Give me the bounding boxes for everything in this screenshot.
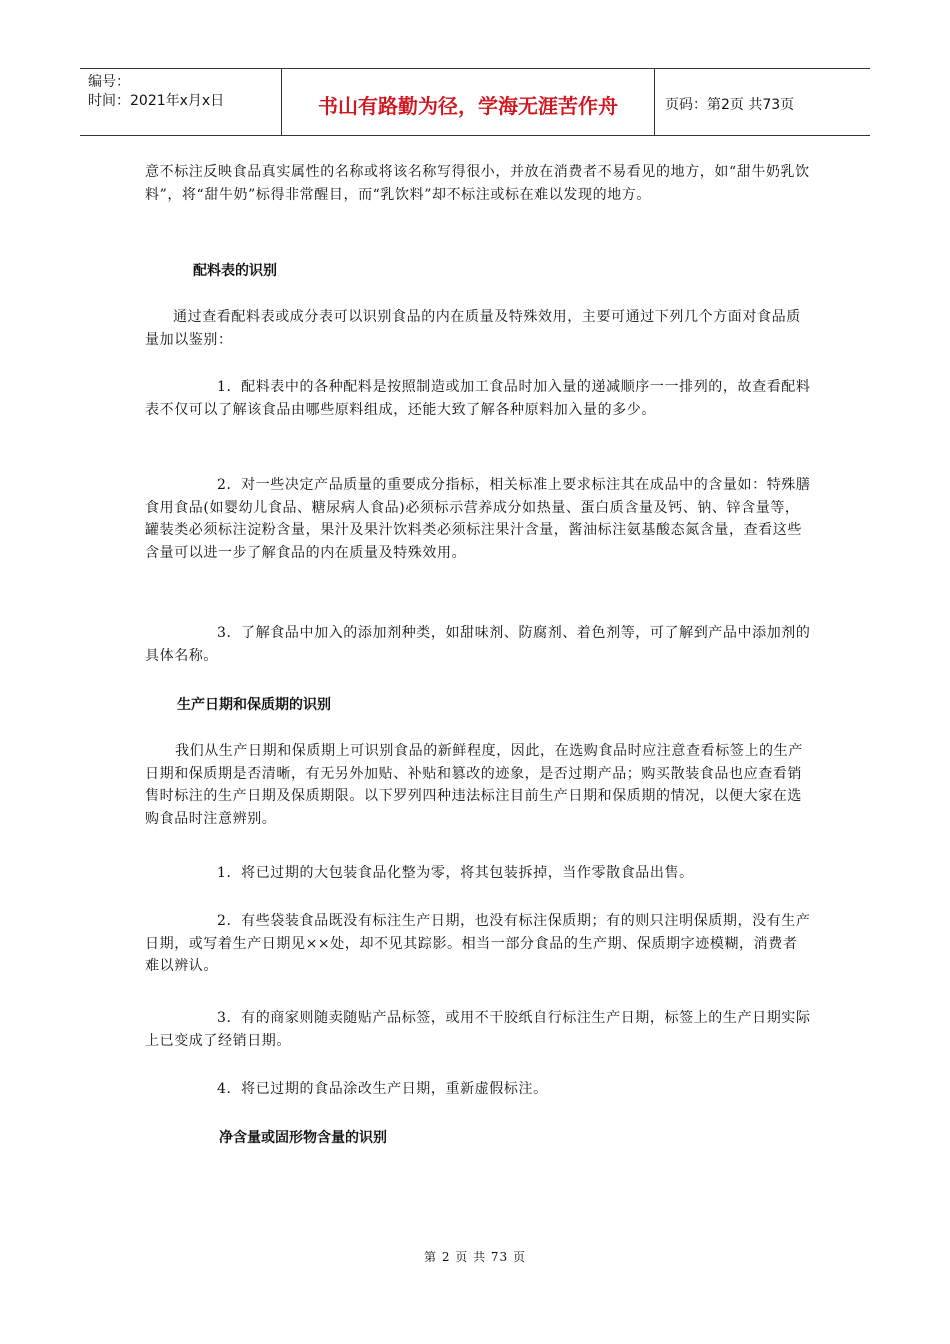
document-number: 编号：: [88, 74, 130, 90]
paragraph-ingredients-item-3: 3．了解食品中加入的添加剂种类，如甜味剂、防腐剂、着色剂等，可了解到产品中添加剂的具体名称。: [145, 625, 811, 664]
paragraph-dates-item-1: 1．将已过期的大包装食品化整为零，将其包装拆掉，当作零散食品出售。: [217, 865, 694, 881]
paragraph-dates: 我们从生产日期和保质期上可识别食品的新鲜程度，因此，在选购食品时应注意查看标签上的生产日期和保质期是否清晰，有无另外加贴、补贴和篡改的迹象，是否过期产品；购买散装食品也应查看销售时标注的生产日期及保质期限。以下罗列四种违法标注目前生产日期和保质期的情况，以便大家在选购食品时注意辨别。: [145, 743, 803, 827]
document-date: 时间：2021年x月x日: [88, 93, 225, 109]
paragraph-dates-item-4: 4．将已过期的食品涂改生产日期，重新虚假标注。: [217, 1081, 548, 1097]
heading-net-content: 净含量或固形物含量的识别: [219, 1130, 387, 1146]
header-motto: 书山有路勤为径，学海无涯苦作舟: [282, 69, 655, 135]
paragraph-dates-item-2: 2．有些袋装食品既没有标注生产日期，也没有标注保质期；有的则只注明保质期，没有生产日期，或写着生产日期见××处，却不见其踪影。相当一部分食品的生产期、保质期字迹模糊，消费者难以辨认。: [145, 913, 811, 974]
paragraph-ingredients-item-1: 1．配料表中的各种配料是按照制造或加工食品时加入量的递减顺序一一排列的，故查看配料表不仅可以了解该食品由哪些原料组成，还能大致了解各种原料加入量的多少。: [145, 379, 811, 418]
heading-dates: 生产日期和保质期的识别: [177, 697, 331, 713]
paragraph-dates-item-3: 3．有的商家则随卖随贴产品标签，或用不干胶纸自行标注生产日期，标签上的生产日期实际上已变成了经销日期。: [145, 1010, 811, 1049]
heading-ingredients: 配料表的识别: [193, 263, 277, 279]
paragraph-intro: 意不标注反映食品真实属性的名称或将该名称写得很小，并放在消费者不易看见的地方，如“甜牛奶乳饮料”，将“甜牛奶”标得非常醒目，而“乳饮料”却不标注或标在难以发现的地方。: [145, 164, 810, 203]
paragraph-ingredients-item-2: 2．对一些决定产品质量的重要成分指标，相关标准上要求标注其在成品中的含量如：特殊膳食用食品(如婴幼儿食品、糖尿病人食品)必须标示营养成分如热量、蛋白质含量及钙、钠、锌含量等，罐装类必须标注淀粉含量，果汁及果汁饮料类必须标注果汁含量，酱油标注氨基酸态氮含量，查看这些含量可以进一步了解食品的内在质量及特殊效用。: [145, 477, 811, 561]
header-page-info: 页码：第2页 共73页: [665, 97, 795, 113]
header-meta: [80, 69, 282, 135]
page-header: [80, 68, 870, 136]
page-footer: 第 2 页 共 73 页: [424, 1250, 526, 1264]
paragraph-ingredients: 通过查看配料表或成分表可以识别食品的内在质量及特殊效用，主要可通过下列几个方面对食品质量加以鉴别：: [145, 309, 801, 348]
